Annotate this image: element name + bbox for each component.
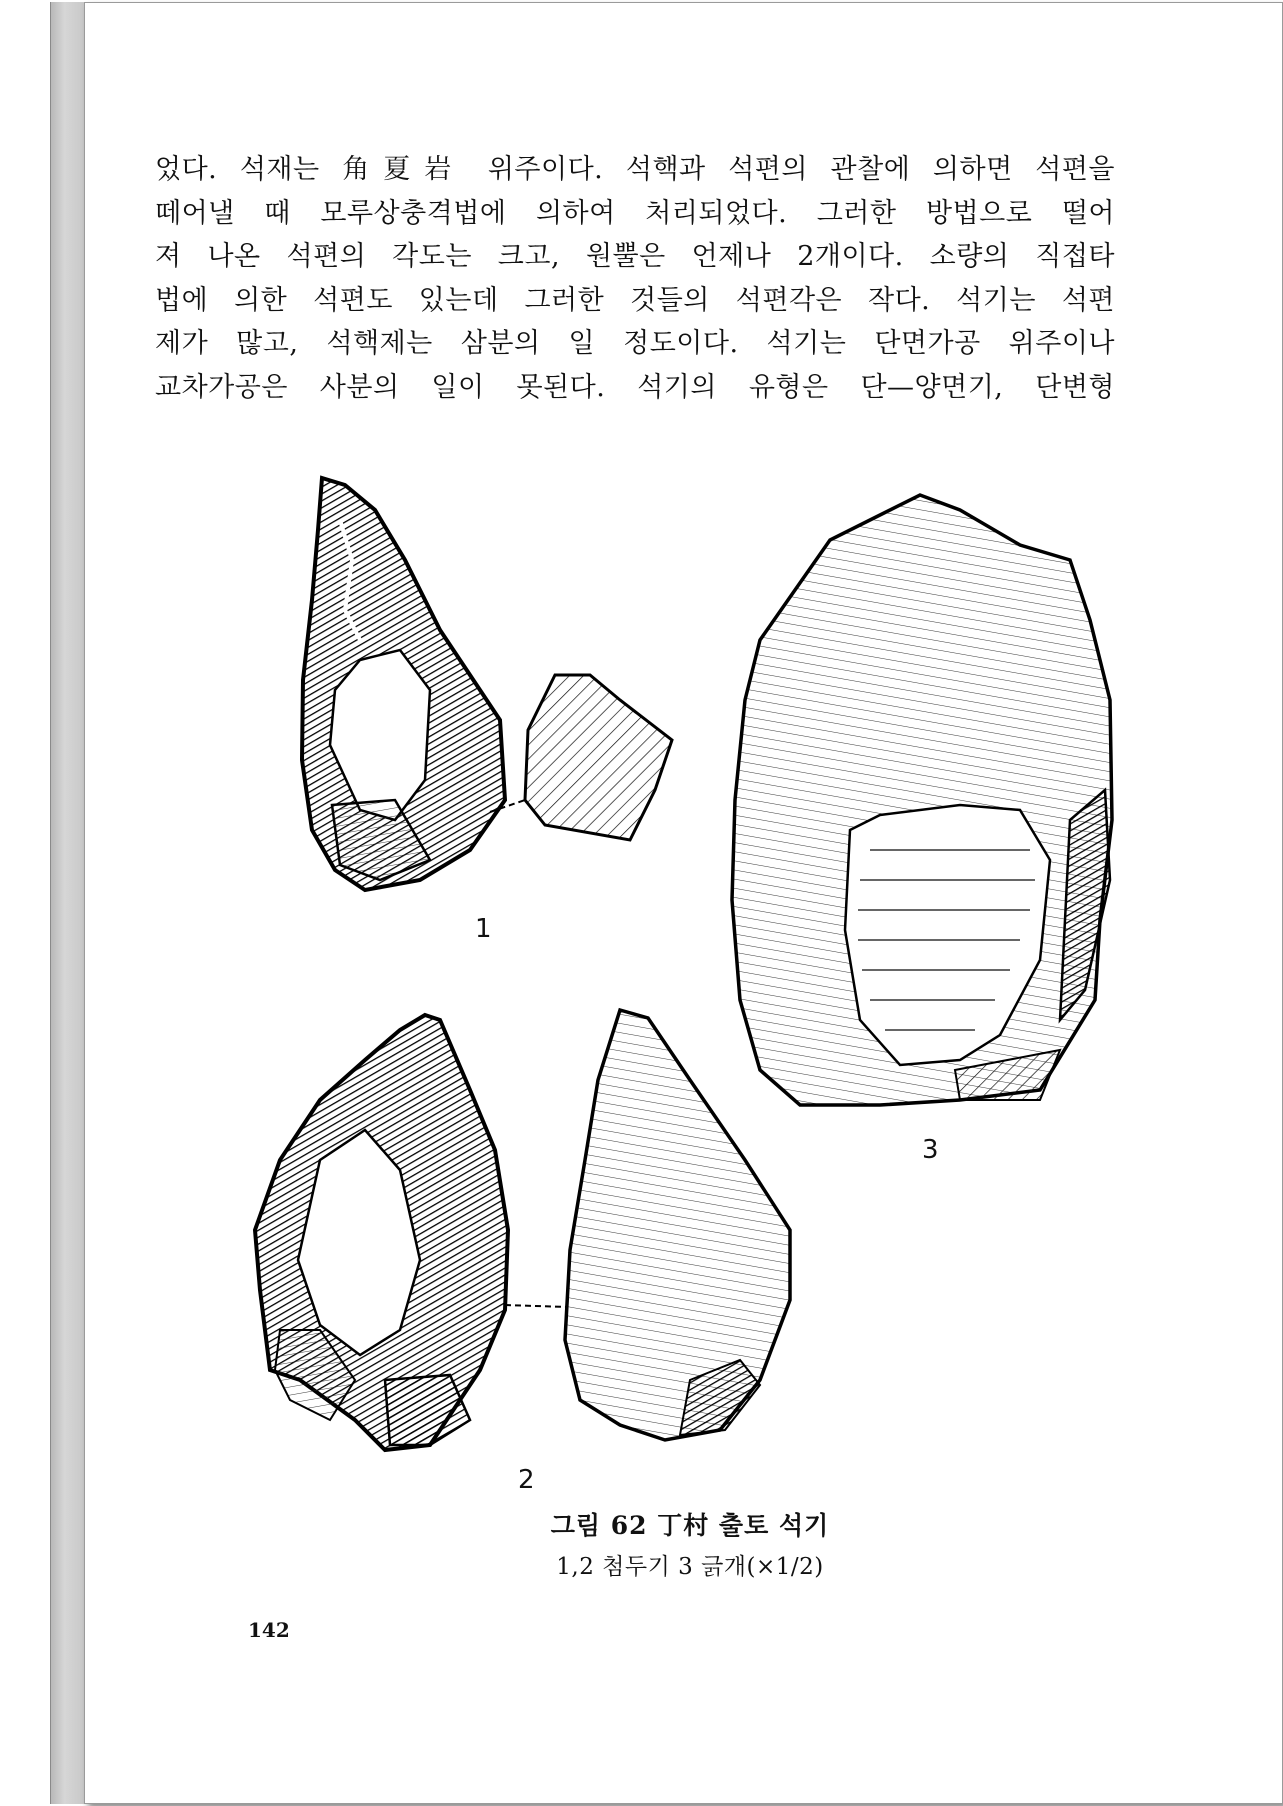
figure-label-2: 2 xyxy=(518,1465,535,1495)
figure-caption-title: 그림 62 丁村 출토 석기 xyxy=(550,1511,830,1540)
body-text-line: 법에 의한 석편도 있는데 그러한 것들의 석편각은 작다. 석기는 석편 xyxy=(155,284,1115,316)
tool-1-section xyxy=(490,675,672,840)
body-text-line: 제가 많고, 석핵제는 삼분의 일 정도이다. 석기는 단면가공 위주이나 xyxy=(155,328,1115,359)
body-text-line: 져 나온 석편의 각도는 크고, 원뿔은 언제나 2개이다. 소량의 직접타 xyxy=(155,241,1115,272)
tool-2-face xyxy=(255,1015,508,1450)
figure-caption-subtitle: 1,2 첨두기 3 긁개(×1/2) xyxy=(556,1554,824,1580)
tool-3-face xyxy=(732,495,1112,1105)
body-text-line: 교차가공은 사분의 일이 못된다. 석기의 유형은 단—양면기, 단변형 xyxy=(155,371,1115,403)
figure-label-1: 1 xyxy=(475,914,492,944)
tool-1-face xyxy=(302,478,505,890)
page-number: 142 xyxy=(248,1618,290,1642)
body-text-line: 떼어낼 때 모루상충격법에 의하여 처리되었다. 그러한 방법으로 떨어 xyxy=(155,197,1115,229)
body-text-line: 었다. 석재는 角夏岩 위주이다. 석핵과 석편의 관찰에 의하면 석편을 xyxy=(155,154,1115,185)
tool-2-reverse xyxy=(505,1010,790,1440)
figure-label-3: 3 xyxy=(922,1135,939,1165)
